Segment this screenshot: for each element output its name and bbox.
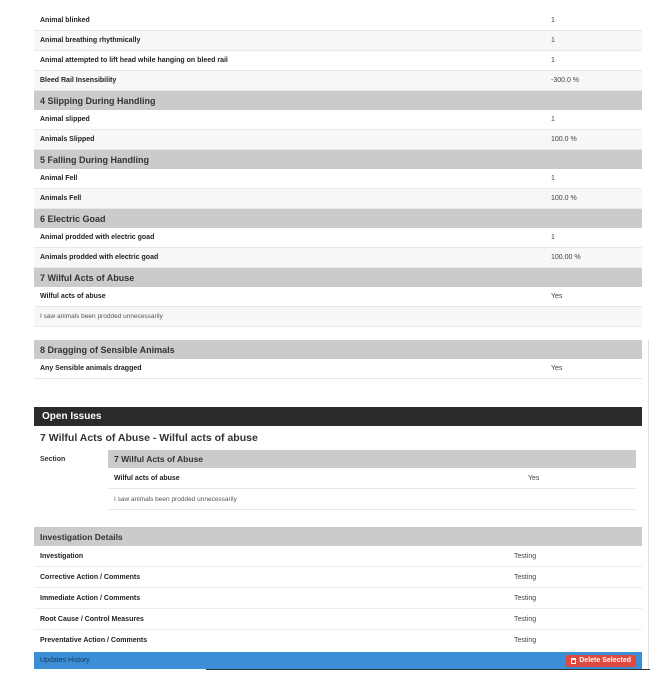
updates-history-title: Updates History (40, 657, 90, 664)
row-label: Animal breathing rhythmically (40, 37, 141, 44)
divider (206, 669, 650, 670)
section-header: 5 Falling During Handling (34, 150, 642, 169)
table-row (34, 11, 642, 31)
row-label: Wilful acts of abuse (40, 293, 106, 300)
row-label: Animal Fell (40, 175, 78, 182)
row-value: 1 (551, 116, 555, 123)
investigation-details-header: Investigation Details (34, 527, 642, 546)
row-label: Root Cause / Control Measures (40, 615, 144, 623)
table-row (34, 248, 642, 268)
table-row (34, 71, 642, 91)
table-row (34, 287, 642, 307)
row-label: Preventative Action / Comments (40, 636, 148, 644)
row-value: Yes (551, 365, 563, 372)
row-value: Testing (514, 552, 537, 560)
row-value: 1 (551, 234, 555, 241)
section-header: 6 Electric Goad (34, 209, 642, 228)
issue-section-block (34, 450, 642, 510)
row-label: Investigation (40, 552, 84, 560)
row-value: Testing (514, 573, 537, 581)
table-row (34, 609, 642, 630)
row-label: Corrective Action / Comments (40, 573, 141, 581)
trash-icon (571, 658, 576, 664)
row-value: Testing (514, 615, 537, 623)
row-label: Animal attempted to lift head while hanging on bleed rail (40, 57, 228, 64)
table-row (34, 546, 642, 567)
table-row-note (108, 489, 636, 510)
row-label: Bleed Rail Insensibility (40, 77, 117, 84)
table-row (34, 588, 642, 609)
row-value: Yes (551, 293, 563, 300)
section-body (108, 450, 636, 510)
row-label: Animal slipped (40, 116, 90, 123)
section-header: 7 Wilful Acts of Abuse (108, 450, 636, 468)
table-row (34, 31, 642, 51)
note-text: I saw animals been prodded unnecessarily (40, 313, 163, 320)
updates-history-bar (34, 652, 642, 669)
section-header: 4 Slipping During Handling (34, 91, 642, 110)
row-value: 100.00 % (551, 254, 581, 261)
issue-title: 7 Wilful Acts of Abuse - Wilful acts of abuse (40, 432, 258, 444)
note-text: I saw animals been prodded unnecessarily (114, 495, 237, 503)
row-value: 100.0 % (551, 195, 577, 202)
section-header: 7 Wilful Acts of Abuse (34, 268, 642, 287)
row-value: 1 (551, 17, 555, 24)
row-value: Testing (514, 594, 537, 602)
row-label: Animals Fell (40, 195, 82, 202)
panel-border (648, 340, 649, 670)
row-value: Testing (514, 636, 537, 644)
row-value: -300.0 % (551, 77, 580, 84)
table-row (34, 130, 642, 150)
section-header: 8 Dragging of Sensible Animals (34, 340, 642, 359)
row-label: Any Sensible animals dragged (40, 365, 142, 372)
section-label: Section (40, 456, 66, 463)
table-row (34, 169, 642, 189)
row-label: Animal blinked (40, 17, 90, 24)
table-row (34, 359, 642, 379)
table-row (34, 567, 642, 588)
row-value: 100.0 % (551, 136, 577, 143)
table-row (34, 228, 642, 248)
delete-selected-label: Delete Selected (579, 657, 631, 664)
row-label: Immediate Action / Comments (40, 594, 141, 602)
table-row (108, 468, 636, 489)
table-row (34, 51, 642, 71)
table-row-note (34, 307, 642, 327)
row-value: 1 (551, 37, 555, 44)
row-label: Wilful acts of abuse (114, 474, 180, 482)
row-value: Yes (528, 474, 540, 482)
row-label: Animals prodded with electric goad (40, 254, 159, 261)
row-value: 1 (551, 175, 555, 182)
row-label: Animals Slipped (40, 136, 95, 143)
delete-selected-button[interactable] (566, 655, 636, 667)
row-label: Animal prodded with electric goad (40, 234, 155, 241)
row-value: 1 (551, 57, 555, 64)
table-row (34, 630, 642, 650)
table-row (34, 189, 642, 209)
inspection-panel-2 (34, 340, 642, 650)
inspection-panel-1 (34, 11, 642, 327)
open-issues-header: Open Issues (34, 407, 642, 426)
table-row (34, 110, 642, 130)
